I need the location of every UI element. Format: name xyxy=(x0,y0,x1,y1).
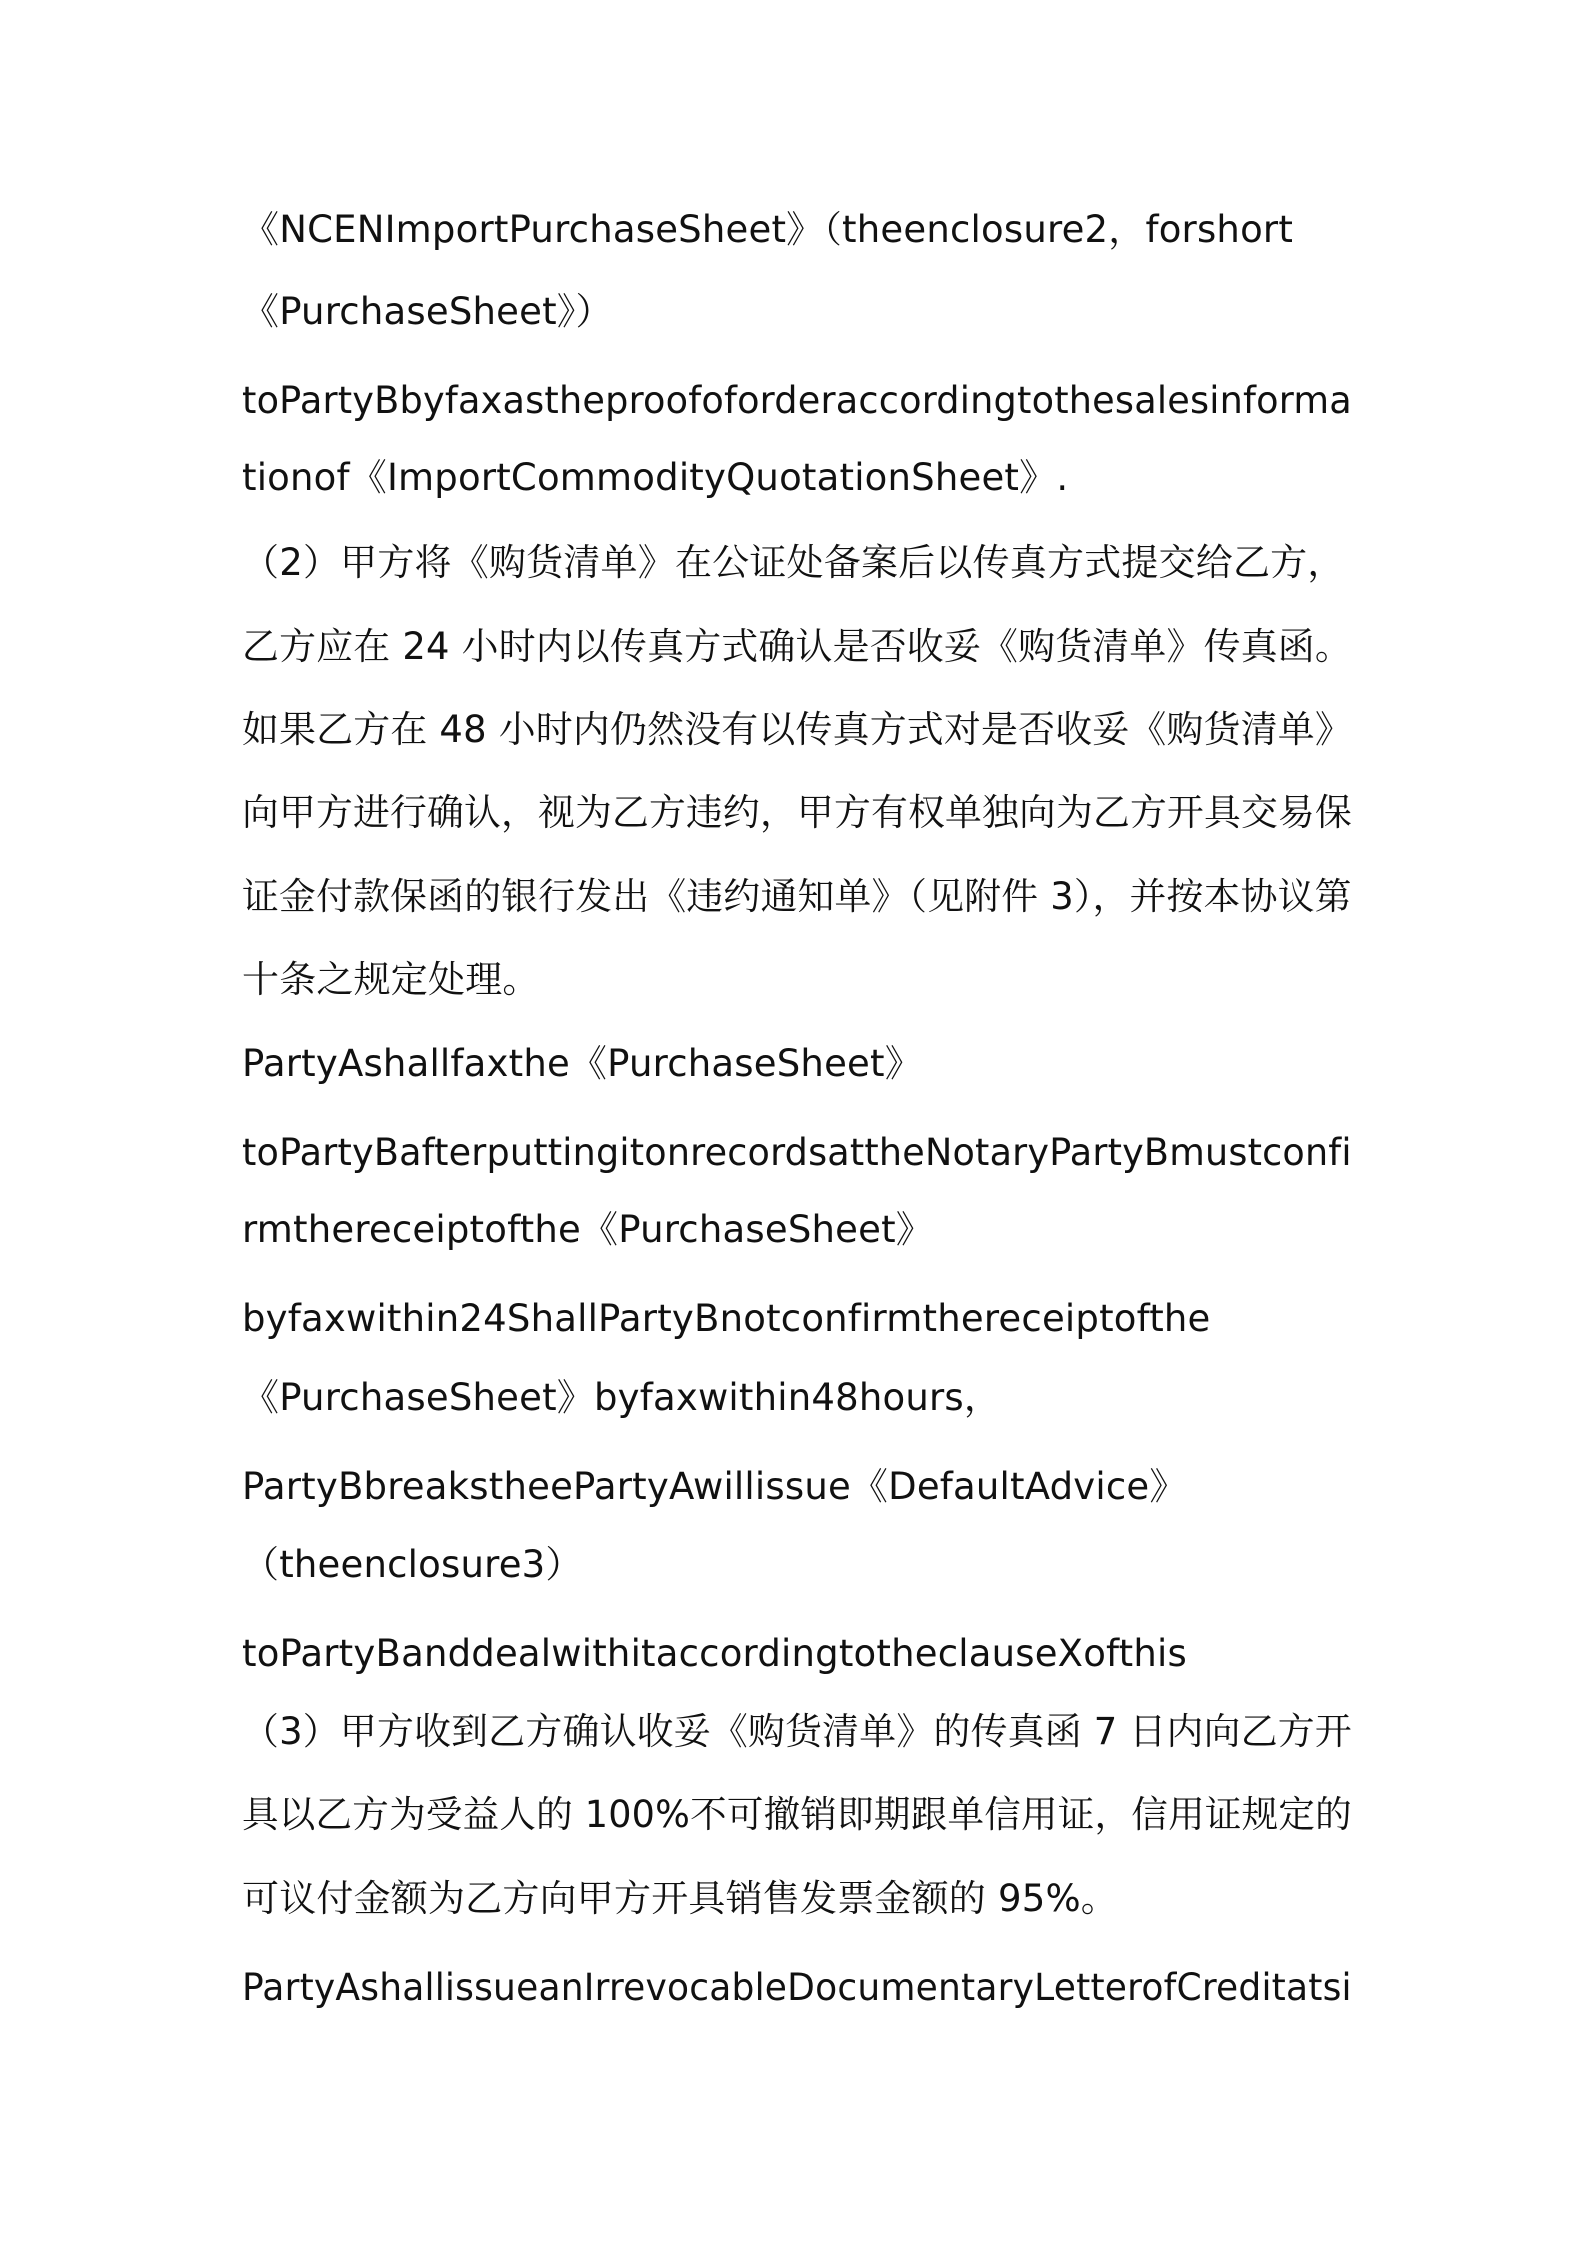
text-line-10: 十条之规定处理。 xyxy=(242,958,540,1001)
text-line-4: tionof《ImportCommodityQuotationSheet》. xyxy=(242,456,1069,499)
text-line-5: （2）甲方将《购货清单》在公证处备案后以传真方式提交给乙方， xyxy=(242,541,1345,584)
text-line-21: 可议付金额为乙方向甲方开具销售发票金额的 95%。 xyxy=(242,1877,1118,1920)
text-line-16: PartyBbreakstheePartyAwillissue《DefaultAdvice》 xyxy=(242,1465,1187,1508)
text-line-20: 具以乙方为受益人的 100%不可撤销即期跟单信用证，信用证规定的 xyxy=(242,1793,1352,1836)
text-line-11: PartyAshallfaxthe《PurchaseSheet》 xyxy=(242,1042,922,1085)
text-line-17: （theenclosure3） xyxy=(242,1543,583,1586)
text-line-7: 如果乙方在 48 小时内仍然没有以传真方式对是否收妥《购货清单》 xyxy=(242,708,1353,751)
text-line-6: 乙方应在 24 小时内以传真方式确认是否收妥《购货清单》传真函。 xyxy=(242,625,1353,668)
text-line-15: 《PurchaseSheet》byfaxwithin48hours， xyxy=(242,1376,1002,1419)
text-line-8: 向甲方进行确认，视为乙方违约，甲方有权单独向为乙方开具交易保 xyxy=(242,791,1352,834)
text-line-14: byfaxwithin24ShallPartyBnotconfirmthereceiptofthe xyxy=(242,1297,1211,1340)
text-line-3: toPartyBbyfaxastheproofoforderaccordingtothesalesinforma xyxy=(242,379,1352,422)
text-line-2: 《PurchaseSheet》） xyxy=(242,290,613,333)
text-line-22: PartyAshallissueanIrrevocableDocumentaryLetterofCreditatsi xyxy=(242,1966,1352,2009)
text-line-18: toPartyBanddealwithitaccordingtotheclauseXofthis xyxy=(242,1632,1187,1675)
text-line-1: 《NCENImportPurchaseSheet》（theenclosure2，forshort xyxy=(242,208,1294,251)
text-line-12: toPartyBafterputtingitonrecordsattheNotaryPartyBmustconfi xyxy=(242,1131,1352,1174)
text-line-9: 证金付款保函的银行发出《违约通知单》（见附件 3），并按本协议第 xyxy=(242,875,1352,918)
text-line-19: （3）甲方收到乙方确认收妥《购货清单》的传真函 7 日内向乙方开 xyxy=(242,1710,1353,1753)
text-line-13: rmthereceiptofthe《PurchaseSheet》 xyxy=(242,1208,933,1251)
